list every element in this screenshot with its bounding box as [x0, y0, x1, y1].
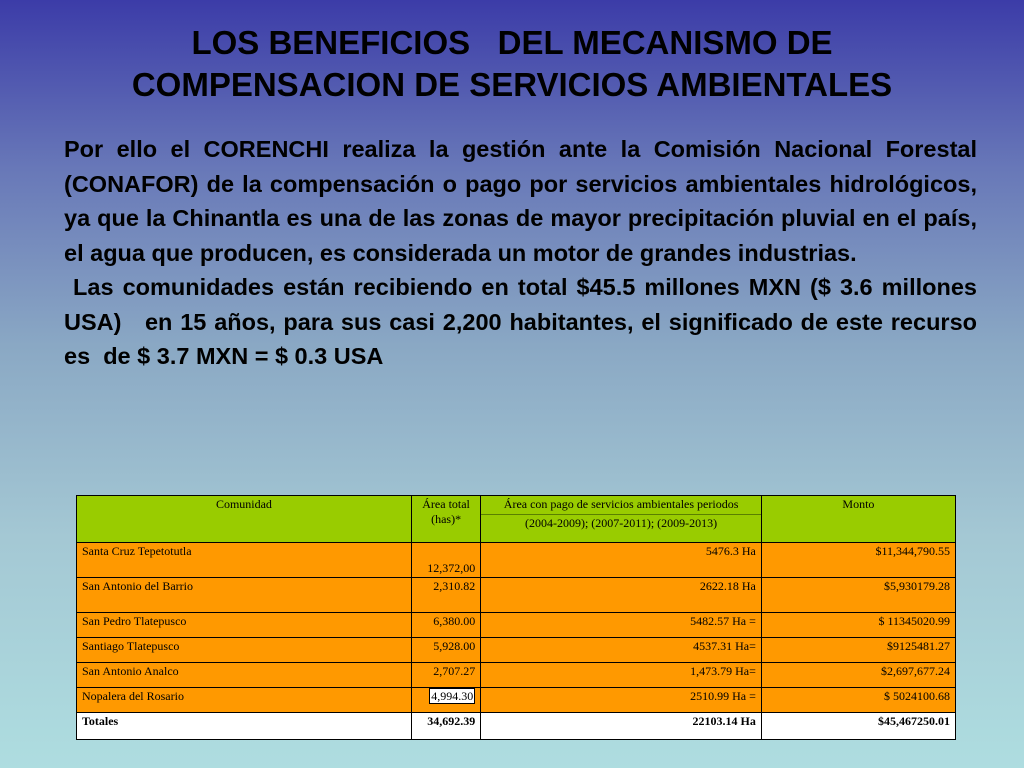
header-area-total: Área total (has)* [411, 496, 480, 543]
table-row [77, 543, 956, 578]
cell-monto: $9125481.27 [761, 638, 955, 663]
header-area-pago [481, 496, 762, 543]
cell-comunidad: Santiago Tlatepusco [77, 638, 412, 663]
table-row [77, 613, 956, 638]
cell-comunidad: San Pedro Tlatepusco [77, 613, 412, 638]
cell-area-pago: 4537.31 Ha= [481, 638, 762, 663]
body-text [64, 132, 984, 374]
title-line-1: LOS BENEFICIOS DEL MECANISMO DE [191, 24, 833, 61]
cell-area-pago: 2510.99 Ha = [481, 688, 762, 713]
cell-monto: $ 5024100.68 [761, 688, 955, 713]
cell-monto: $2,697,677.24 [761, 663, 955, 688]
benefits-table [76, 495, 956, 740]
cell-monto: $11,344,790.55 [761, 543, 955, 578]
table-row [77, 638, 956, 663]
cell-comunidad: Santa Cruz Tepetotutla [77, 543, 412, 578]
header-monto: Monto [761, 496, 955, 543]
header-periodos: (2004-2009); (2007-2011); (2009-2013) [481, 514, 761, 531]
totals-row [77, 713, 956, 740]
cell-area-pago: 5476.3 Ha [481, 543, 762, 578]
paragraph-2: Las comunidades están recibiendo en total $45.5 millones MXN ($ 3.6 millones USA) en 15 años, para sus casi 2,200 habitantes, el significado de este recurso es de $ 3.7 MXN = $ 0.3 USA [64, 274, 984, 369]
cell-area-total: 5,928.00 [411, 638, 480, 663]
cell-totals-area-pago: 22103.14 Ha [481, 713, 762, 740]
header-area-pago-label: Área con pago de servicios ambientales periodos [503, 497, 739, 511]
cell-area-pago: 5482.57 Ha = [481, 613, 762, 638]
title-line-2: COMPENSACION DE SERVICIOS AMBIENTALES [131, 66, 893, 103]
cell-area-pago: 2622.18 Ha [481, 578, 762, 613]
cell-monto: $ 11345020.99 [761, 613, 955, 638]
cell-area-pago: 1,473.79 Ha= [481, 663, 762, 688]
paragraph-1: Por ello el CORENCHI realiza la gestión ante la Comisión Nacional Forestal (CONAFOR) de la compensación o pago por servicios ambientales hidrológicos, ya que la Chinantla es una de las zonas de mayor precipitación pluvial en el país, el agua que producen, es considerada un motor de grandes industrias. [64, 136, 977, 266]
cell-totals-monto: $45,467250.01 [761, 713, 955, 740]
cell-comunidad: San Antonio del Barrio [77, 578, 412, 613]
slide-title [20, 22, 1004, 106]
header-comunidad: Comunidad [77, 496, 412, 543]
table-row [77, 688, 956, 713]
table-row [77, 578, 956, 613]
table-row [77, 663, 956, 688]
cell-area-total: 6,380.00 [411, 613, 480, 638]
cell-comunidad: San Antonio Analco [77, 663, 412, 688]
cell-comunidad: Nopalera del Rosario [77, 688, 412, 713]
cell-area-total: 12,372,00 [411, 543, 480, 578]
cell-monto: $5,930179.28 [761, 578, 955, 613]
cell-area-total: 2,707.27 [411, 663, 480, 688]
cell-area-total [411, 688, 480, 713]
table-header-row [77, 496, 956, 543]
cell-totals-label: Totales [77, 713, 412, 740]
highlighted-value: 4,994.30 [431, 689, 474, 703]
cell-area-total: 2,310.82 [411, 578, 480, 613]
cell-totals-area-total: 34,692.39 [411, 713, 480, 740]
